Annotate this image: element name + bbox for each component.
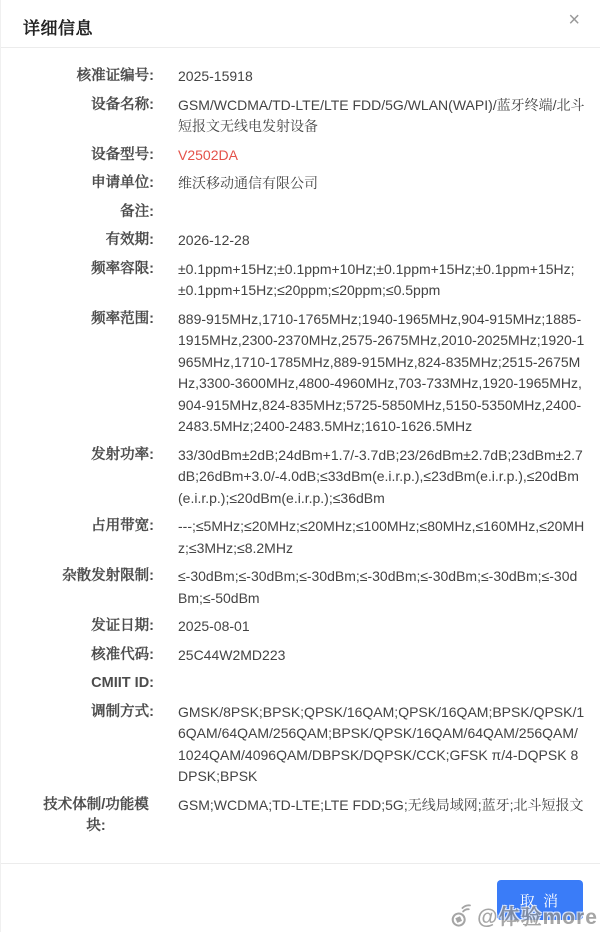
field-value: ≤-30dBm;≤-30dBm;≤-30dBm;≤-30dBm;≤-30dBm;≤-30dBm;≤-30dBm;≤-50dBm	[178, 568, 578, 606]
field-value: 25C44W2MD223	[178, 646, 286, 663]
detail-fields-list	[1, 48, 600, 862]
detail-row	[23, 202, 585, 224]
field-label: 有效期:	[105, 232, 154, 248]
detail-row	[23, 95, 585, 138]
field-value: 33/30dBm±2dB;24dBm+1.7/-3.7dB;23/26dBm±2.7dB;23dBm±2.7dB;26dBm+3.0/-4.0dB;≤33dBm(e.i.r.p.),≤23dBm(e.i.r.p.),≤20dBm(e.i.r.p.);≤20dBm(e.i.r.p.);≤36dBm	[178, 446, 583, 506]
field-label: 设备型号:	[91, 146, 154, 163]
detail-row	[23, 566, 585, 609]
detail-row	[23, 230, 585, 252]
detail-row	[23, 702, 585, 788]
field-value	[178, 673, 585, 695]
detail-row	[23, 173, 585, 195]
field-value: 2025-15918	[178, 68, 253, 84]
field-label: 核准代码:	[91, 646, 154, 663]
field-label: 调制方式:	[91, 703, 154, 720]
detail-row	[23, 645, 585, 667]
field-value	[178, 202, 585, 224]
field-value: 889-915MHz,1710-1765MHz;1940-1965MHz,904-915MHz;1885-1915MHz,2300-2370MHz,2575-2675MHz,2010-2025MHz;1920-1965MHz,1710-1785MHz,889-915MHz,824-835MHz;2515-2675MHz,3300-3600MHz,4800-4960MHz,703-733MHz,1920-1965MHz,904-915MHz,824-835MHz;5725-5850MHz,5150-5350MHz,2400-2483.5MHz;2400-2483.5MHz;1610-1626.5MHz	[178, 310, 585, 434]
field-label: 备注:	[120, 203, 154, 220]
detail-row	[23, 445, 585, 510]
field-label: 发证日期:	[91, 618, 154, 634]
detail-row	[23, 616, 585, 638]
detail-row	[23, 66, 585, 88]
cancel-button[interactable]: 取 消	[497, 880, 583, 920]
field-value: GSM;WCDMA;TD-LTE;LTE FDD;5G;无线局域网;蓝牙;北斗短报文	[178, 796, 584, 813]
field-label: CMIIT ID:	[91, 675, 154, 691]
field-value: GSM/WCDMA/TD-LTE/LTE FDD/5G/WLAN(WAPI)/蓝牙终端/北斗短报文无线电发射设备	[178, 96, 585, 134]
field-value: 维沃移动通信有限公司	[178, 175, 318, 191]
watermark-text: @体验more	[477, 906, 598, 929]
detail-row	[23, 673, 585, 695]
detail-row	[23, 145, 585, 167]
field-label: 频率范围:	[91, 310, 154, 327]
dialog-title: 详细信息	[23, 19, 93, 38]
field-label: 发射功率:	[91, 446, 154, 463]
field-value: ±0.1ppm+15Hz;±0.1ppm+10Hz;±0.1ppm+15Hz;±0.1ppm+15Hz;±0.1ppm+15Hz;≤20ppm;≤20ppm;≤0.5ppm	[178, 260, 575, 298]
detail-row	[23, 516, 585, 559]
detail-row	[23, 309, 585, 438]
field-label: 技术体制/功能模块:	[43, 796, 149, 834]
dialog-footer	[1, 863, 600, 932]
dialog-header	[1, 0, 600, 48]
field-value: 2025-08-01	[178, 618, 250, 634]
field-label: 申请单位:	[91, 175, 154, 191]
field-value: 2026-12-28	[178, 232, 250, 248]
close-icon[interactable]: ×	[568, 9, 580, 31]
field-label: 频率容限:	[91, 260, 154, 277]
field-label: 杂散发射限制:	[62, 568, 154, 584]
field-label: 占用带宽:	[91, 518, 154, 534]
detail-row	[23, 259, 585, 302]
field-value: V2502DA	[178, 146, 238, 163]
detail-row	[23, 795, 585, 838]
field-label: 核准证编号:	[76, 68, 154, 84]
field-value: GMSK/8PSK;BPSK;QPSK/16QAM;QPSK/16QAM;BPSK/QPSK/16QAM/64QAM/256QAM;BPSK/QPSK/16QAM/64QAM/256QAM/1024QAM/4096QAM/DBPSK/DQPSK/CCK;GFSK π/4-DQPSK 8DPSK;BPSK	[178, 703, 585, 784]
field-label: 设备名称:	[91, 96, 154, 113]
field-value: ---;≤5MHz;≤20MHz;≤20MHz;≤100MHz;≤80MHz,≤160MHz,≤20MHz;≤3MHz;≤8.2MHz	[178, 518, 585, 556]
